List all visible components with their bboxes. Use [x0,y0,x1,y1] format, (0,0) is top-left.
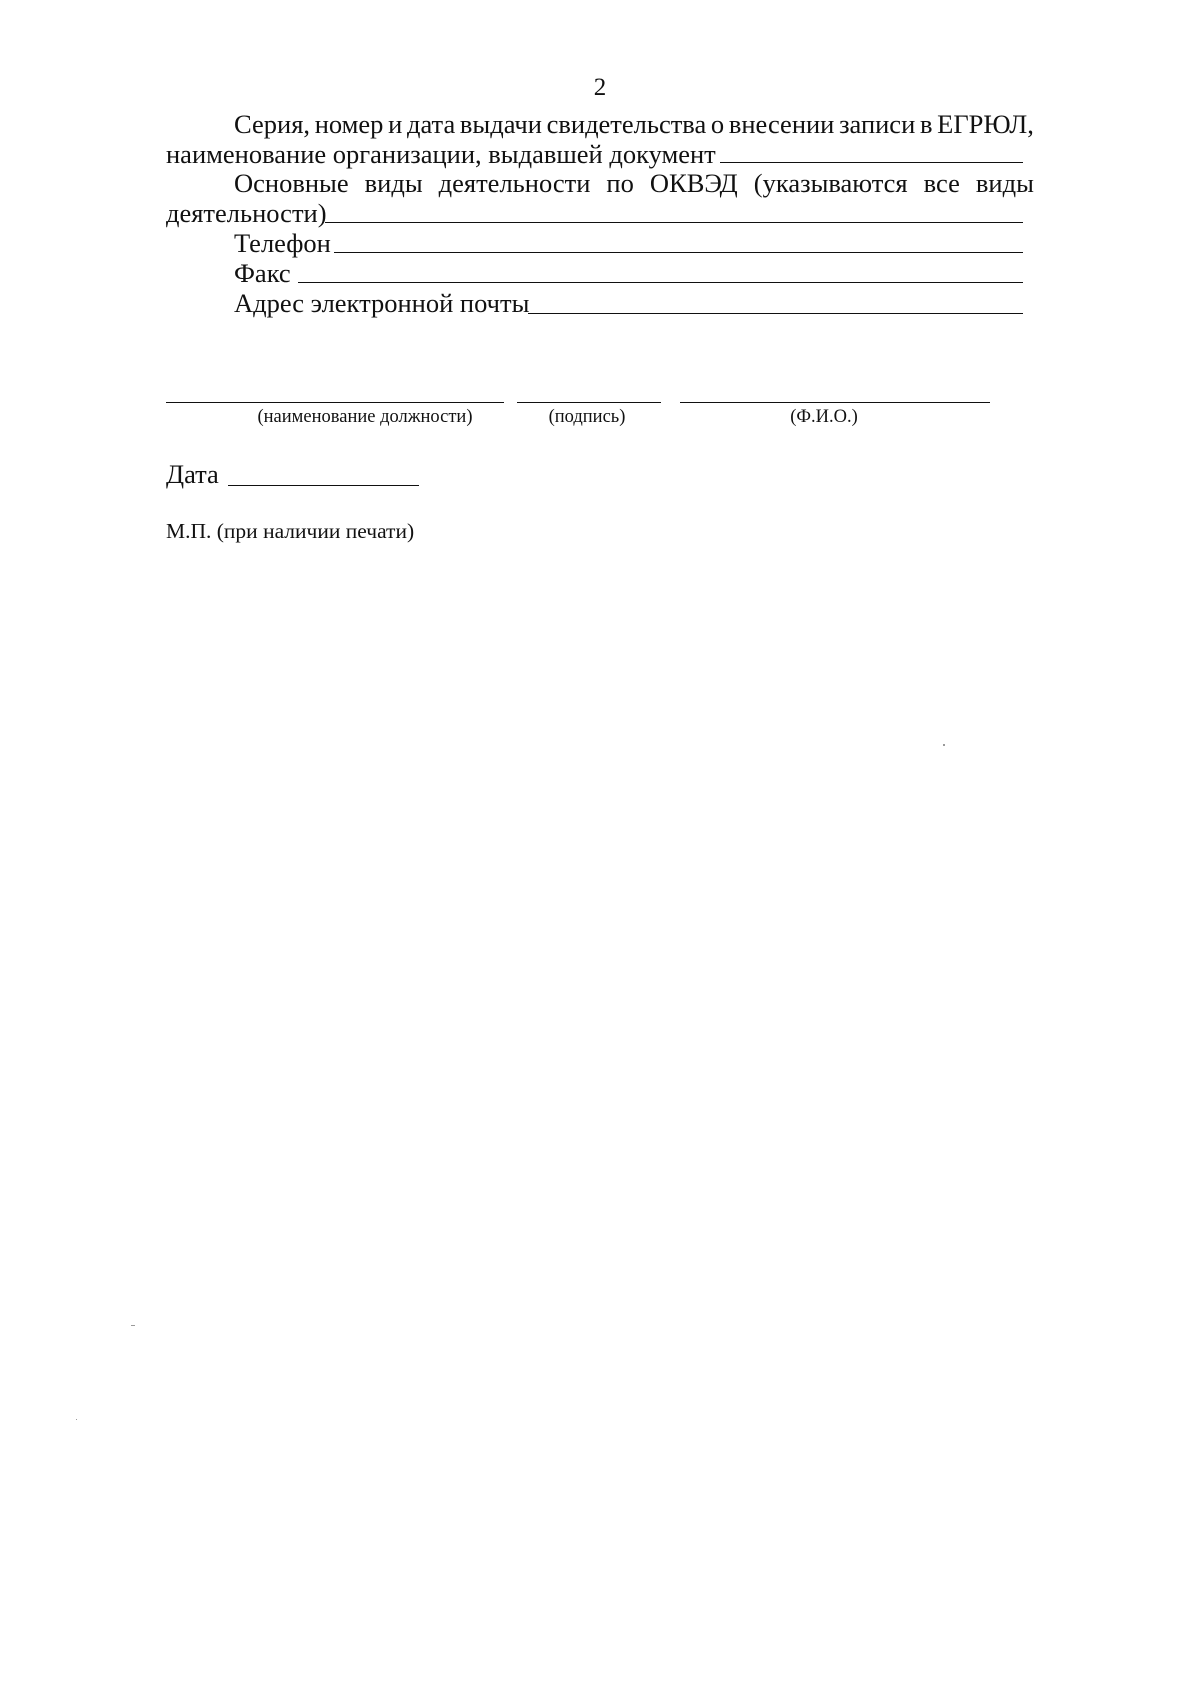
registration-line-2: наименование организации, выдавшей документ [166,139,716,169]
registration-word: Серия, [234,109,311,139]
registration-word: выдачи [459,109,542,139]
activities-line-2: деятельности) [166,198,327,228]
page-number: 2 [593,74,607,101]
scan-speck [943,744,945,746]
date-blank[interactable] [228,485,419,486]
registration-word: свидетельства [546,109,707,139]
position-blank[interactable] [166,402,504,403]
signature-blank[interactable] [517,402,661,403]
registration-word: записи [839,109,916,139]
activities-word: деятельности [438,168,591,198]
phone-label: Телефон [234,228,331,258]
activities-word: (указываются [753,168,908,198]
registration-word: ЕГРЮЛ, [937,109,1034,139]
date-label: Дата [166,459,219,489]
phone-blank[interactable] [334,252,1023,253]
fax-label: Факс [234,258,291,288]
activities-word: все [923,168,960,198]
full-name-caption: (Ф.И.О.) [790,407,858,427]
position-caption: (наименование должности) [257,407,473,427]
activities-word: виды [364,168,423,198]
scan-speck [131,1325,135,1326]
activities-word: ОКВЭД [649,168,738,198]
email-label: Адрес электронной почты [234,288,530,318]
activities-word: по [606,168,634,198]
stamp-note: М.П. (при наличии печати) [166,519,415,543]
email-blank[interactable] [528,313,1023,314]
activities-word: виды [975,168,1034,198]
scan-speck [76,1419,77,1420]
activities-word: Основные [234,168,349,198]
registration-word: внесении [728,109,835,139]
signature-caption: (подпись) [548,407,626,427]
registration-line-1 [234,108,1034,140]
activities-blank[interactable] [325,222,1023,223]
registration-word: в [919,109,933,139]
registration-word: номер [314,109,384,139]
registration-word: дата [406,109,456,139]
fax-blank[interactable] [298,282,1023,283]
activities-line-1 [234,167,1034,199]
full-name-blank[interactable] [680,402,990,403]
registration-word: и [388,109,403,139]
issuing-organization-blank[interactable] [720,162,1023,163]
registration-word: о [710,109,725,139]
